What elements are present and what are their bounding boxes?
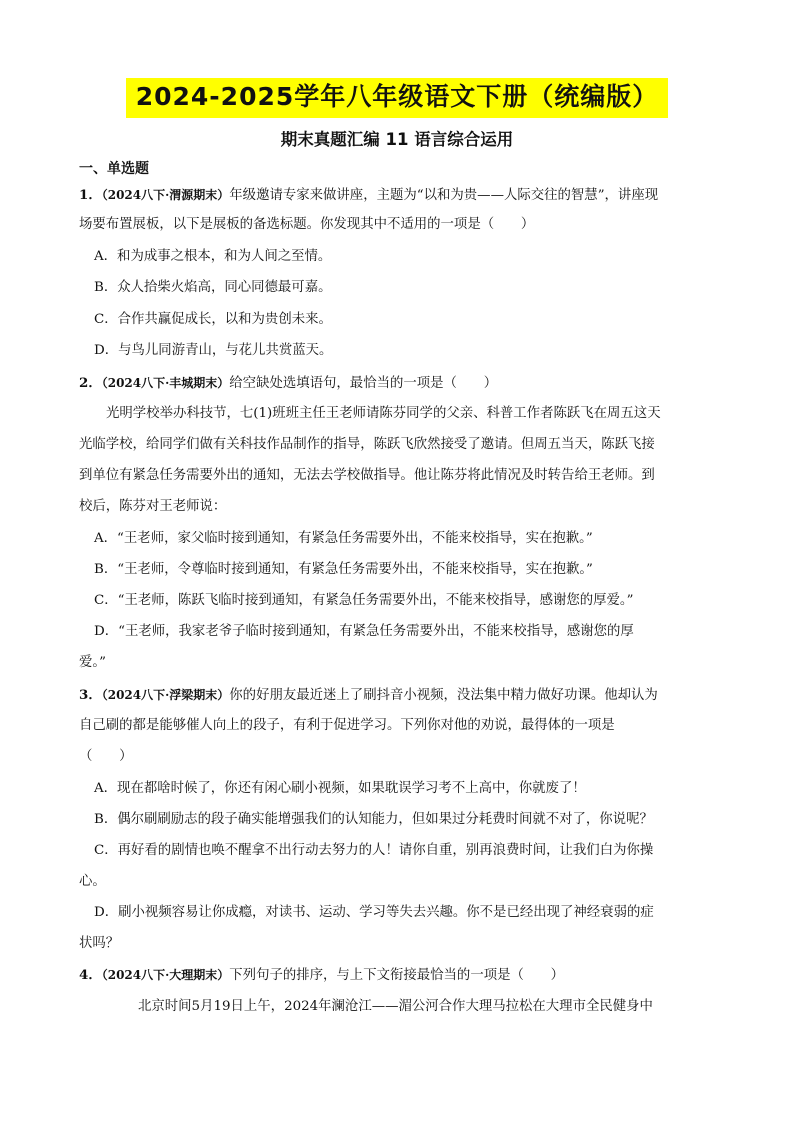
question-2-option-c: C．“王老师，陈跃飞临时接到通知，有紧急任务需要外出，不能来校指导，感谢您的厚爱。” bbox=[94, 593, 634, 608]
question-2-passage-4: 校后，陈芬对王老师说： bbox=[79, 499, 227, 514]
question-3-line-3: （ ） bbox=[79, 749, 133, 764]
question-3-line-2: 自己刷的都是能够催人向上的段子，有利于促进学习。下列你对他的劝说，最得体的一项是 bbox=[79, 718, 615, 733]
question-1-option-a: A．和为成事之根本，和为人间之至情。 bbox=[94, 249, 332, 264]
question-2-option-b: B．“王老师，令尊临时接到通知，有紧急任务需要外出，不能来校指导，实在抱歉。” bbox=[94, 562, 593, 577]
question-1-option-c: C．合作共赢促成长，以和为贵创未来。 bbox=[94, 312, 332, 327]
question-2-passage-1: 光明学校举办科技节，七(1)班班主任王老师请陈芬同学的父亲、科普工作者陈跃飞在周五这天 bbox=[106, 406, 661, 421]
question-1-line-1: 1．（2024八下·渭源期末）年级邀请专家来做讲座，主题为“以和为贵——人际交往的智慧”，讲座现 bbox=[79, 187, 659, 203]
question-1-line-2: 场要布置展板，以下是展板的备选标题。你发现其中不适用的一项是（ ） bbox=[79, 217, 535, 232]
question-3-option-c: C．再好看的剧情也唤不醒拿不出行动去努力的人！请你自重，别再浪费时间，让我们白为你操 bbox=[94, 843, 654, 858]
section-heading: 一、单选题 bbox=[79, 161, 149, 177]
question-2-option-d: D．“王老师，我家老爷子临时接到通知，有紧急任务需要外出，不能来校指导，感谢您的厚 bbox=[94, 624, 634, 639]
question-2-option-d-cont: 爱。” bbox=[79, 655, 106, 670]
question-2-option-a: A．“王老师，家父临时接到通知，有紧急任务需要外出，不能来校指导，实在抱歉。” bbox=[94, 531, 593, 546]
question-2-passage-2: 光临学校，给同学们做有关科技作品制作的指导，陈跃飞欣然接受了邀请。但周五当天，陈跃飞接 bbox=[79, 437, 655, 452]
question-1-option-b: B．众人拾柴火焰高，同心同德最可嘉。 bbox=[94, 280, 332, 295]
question-2-passage-3: 到单位有紧急任务需要外出的通知，无法去学校做指导。他让陈芬将此情况及时转告给王老师。到 bbox=[79, 468, 655, 483]
document-subtitle: 期末真题汇编 11 语言综合运用 bbox=[280, 130, 514, 149]
question-4-line-1: 4．（2024八下·大理期末）下列句子的排序，与上下文衔接最恰当的一项是（ ） bbox=[79, 967, 565, 983]
question-3-option-a: A．现在都啥时候了，你还有闲心刷小视频，如果耽误学习考不上高中，你就废了！ bbox=[94, 781, 586, 796]
question-3-option-d: D．刷小视频容易让你成瘾，对读书、运动、学习等失去兴趣。你不是已经出现了神经衰弱的症 bbox=[94, 905, 654, 920]
document-title: 2024-2025学年八年级语文下册（统编版） bbox=[126, 78, 669, 118]
question-3-option-b: B．偶尔刷刷励志的段子确实能增强我们的认知能力，但如果过分耗费时间就不对了，你说呢？ bbox=[94, 812, 653, 827]
question-3-line-1: 3．（2024八下·浮梁期末）你的好朋友最近迷上了刷抖音小视频，没法集中精力做好功课。他却认为 bbox=[79, 687, 658, 703]
question-3-option-c-cont: 心。 bbox=[79, 874, 106, 889]
title-wrap bbox=[0, 78, 794, 118]
question-4-passage-1: 北京时间5月19日上午，2024年澜沧江——湄公河合作大理马拉松在大理市全民健身中 bbox=[138, 999, 653, 1014]
question-3-option-d-cont: 状吗？ bbox=[79, 936, 120, 951]
question-1-option-d: D．与鸟儿同游青山，与花儿共赏蓝天。 bbox=[94, 343, 333, 358]
question-2-line-1: 2．（2024八下·丰城期末）给空缺处选填语句，最恰当的一项是（ ） bbox=[79, 375, 498, 391]
